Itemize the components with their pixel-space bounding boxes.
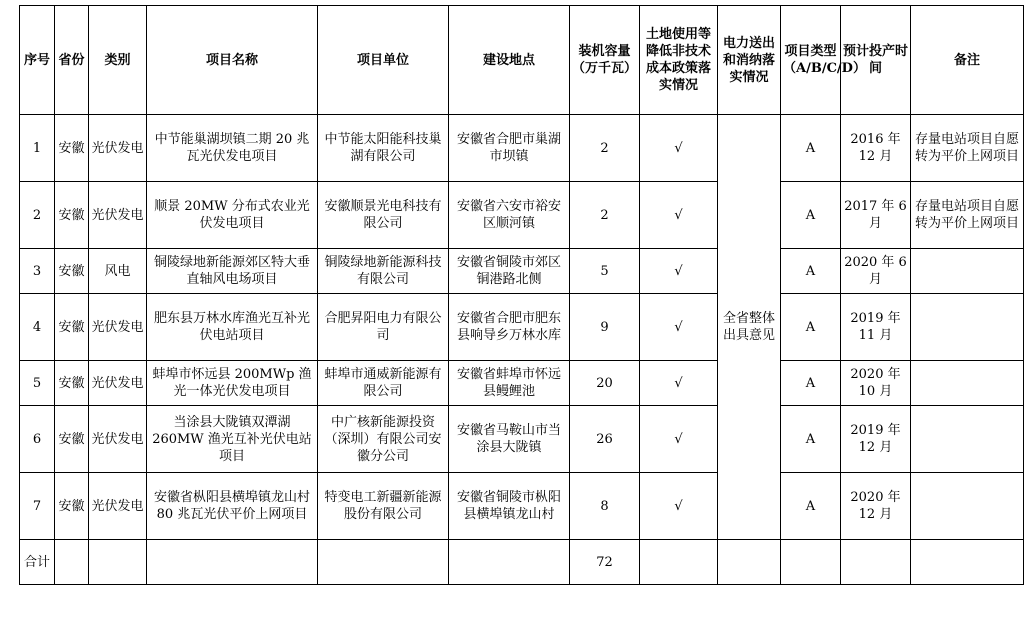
header-capacity: 装机容量（万千瓦） (570, 6, 640, 115)
cell-remark (911, 406, 1024, 473)
cell-capacity: 26 (570, 406, 640, 473)
table-row (20, 361, 1024, 406)
cell-category: 光伏发电 (89, 361, 147, 406)
header-name: 项目名称 (147, 6, 318, 115)
total-label: 合计 (20, 540, 55, 585)
cell-name: 顺景 20MW 分布式农业光伏发电项目 (147, 182, 318, 249)
table-row (20, 473, 1024, 540)
cell-location: 安徽省马鞍山市当涂县大陇镇 (449, 406, 570, 473)
cell-unit: 蚌埠市通威新能源有限公司 (318, 361, 449, 406)
cell-seq: 4 (20, 294, 55, 361)
header-time: 预计投产时间 (841, 6, 911, 115)
cell-name: 蚌埠市怀远县 200MWp 渔光一体光伏发电项目 (147, 361, 318, 406)
cell-province: 安徽 (55, 294, 89, 361)
project-table (19, 5, 1024, 585)
cell-remark (911, 249, 1024, 294)
cell-time: 2019 年 12 月 (841, 406, 911, 473)
table-row (20, 182, 1024, 249)
cell-unit: 铜陵绿地新能源科技有限公司 (318, 249, 449, 294)
cell-category: 光伏发电 (89, 406, 147, 473)
cell-time: 2017 年 6 月 (841, 182, 911, 249)
cell-remark (911, 294, 1024, 361)
total-empty-cell (640, 540, 718, 585)
cell-location: 安徽省六安市裕安区顺河镇 (449, 182, 570, 249)
header-seq: 序号 (20, 6, 55, 115)
cell-land: √ (640, 406, 718, 473)
table-row (20, 115, 1024, 182)
cell-name: 肥东县万林水库渔光互补光伏电站项目 (147, 294, 318, 361)
cell-time: 2020 年 6 月 (841, 249, 911, 294)
cell-land: √ (640, 361, 718, 406)
header-row (20, 6, 1024, 115)
cell-category: 风电 (89, 249, 147, 294)
cell-seq: 7 (20, 473, 55, 540)
cell-type: A (781, 249, 841, 294)
cell-seq: 2 (20, 182, 55, 249)
cell-category: 光伏发电 (89, 294, 147, 361)
cell-capacity: 8 (570, 473, 640, 540)
cell-time: 2020 年 12 月 (841, 473, 911, 540)
cell-category: 光伏发电 (89, 115, 147, 182)
cell-remark: 存量电站项目自愿转为平价上网项目 (911, 182, 1024, 249)
cell-time: 2019 年 11 月 (841, 294, 911, 361)
table-row (20, 406, 1024, 473)
cell-type: A (781, 406, 841, 473)
total-empty-cell (841, 540, 911, 585)
table-row (20, 249, 1024, 294)
cell-location: 安徽省铜陵市枞阳县横埠镇龙山村 (449, 473, 570, 540)
header-category: 类别 (89, 6, 147, 115)
cell-capacity: 5 (570, 249, 640, 294)
cell-province: 安徽 (55, 473, 89, 540)
cell-land: √ (640, 182, 718, 249)
cell-unit: 特变电工新疆新能源股份有限公司 (318, 473, 449, 540)
total-empty-cell (55, 540, 89, 585)
cell-type: A (781, 115, 841, 182)
cell-capacity: 20 (570, 361, 640, 406)
cell-name: 安徽省枞阳县横埠镇龙山村 80 兆瓦光伏平价上网项目 (147, 473, 318, 540)
cell-location: 安徽省合肥市巢湖市坝镇 (449, 115, 570, 182)
cell-province: 安徽 (55, 182, 89, 249)
cell-time: 2020 年 10 月 (841, 361, 911, 406)
total-empty-cell (89, 540, 147, 585)
cell-land: √ (640, 294, 718, 361)
total-empty-cell (147, 540, 318, 585)
cell-unit: 合肥昇阳电力有限公司 (318, 294, 449, 361)
total-empty-cell (718, 540, 781, 585)
cell-land: √ (640, 473, 718, 540)
cell-remark (911, 361, 1024, 406)
cell-seq: 5 (20, 361, 55, 406)
cell-province: 安徽 (55, 406, 89, 473)
cell-type: A (781, 182, 841, 249)
cell-land: √ (640, 249, 718, 294)
total-empty-cell (318, 540, 449, 585)
table-row (20, 294, 1024, 361)
cell-land: √ (640, 115, 718, 182)
header-land: 土地使用等降低非技术成本政策落实情况 (640, 6, 718, 115)
cell-type: A (781, 361, 841, 406)
cell-type: A (781, 294, 841, 361)
cell-capacity: 9 (570, 294, 640, 361)
cell-name: 中节能巢湖坝镇二期 20 兆瓦光伏发电项目 (147, 115, 318, 182)
header-remark: 备注 (911, 6, 1024, 115)
total-empty-cell (449, 540, 570, 585)
total-row (20, 540, 1024, 585)
cell-location: 安徽省合肥市肥东县响导乡万林水库 (449, 294, 570, 361)
cell-name: 当涂县大陇镇双潭湖 260MW 渔光互补光伏电站项目 (147, 406, 318, 473)
cell-province: 安徽 (55, 249, 89, 294)
cell-power-merged: 全省整体出具意见 (718, 115, 781, 540)
total-empty-cell (781, 540, 841, 585)
cell-seq: 6 (20, 406, 55, 473)
cell-location: 安徽省铜陵市郊区铜港路北侧 (449, 249, 570, 294)
header-province: 省份 (55, 6, 89, 115)
cell-unit: 中节能太阳能科技巢湖有限公司 (318, 115, 449, 182)
header-type: 项目类型（A/B/C/D） (781, 6, 841, 115)
cell-time: 2016 年 12 月 (841, 115, 911, 182)
cell-seq: 1 (20, 115, 55, 182)
cell-unit: 安徽顺景光电科技有限公司 (318, 182, 449, 249)
cell-capacity: 2 (570, 115, 640, 182)
total-empty-cell (911, 540, 1024, 585)
total-capacity: 72 (570, 540, 640, 585)
cell-remark: 存量电站项目自愿转为平价上网项目 (911, 115, 1024, 182)
cell-name: 铜陵绿地新能源郊区特大垂直轴风电场项目 (147, 249, 318, 294)
header-location: 建设地点 (449, 6, 570, 115)
cell-unit: 中广核新能源投资（深圳）有限公司安徽分公司 (318, 406, 449, 473)
cell-type: A (781, 473, 841, 540)
cell-province: 安徽 (55, 115, 89, 182)
cell-remark (911, 473, 1024, 540)
header-power: 电力送出和消纳落实情况 (718, 6, 781, 115)
cell-category: 光伏发电 (89, 182, 147, 249)
cell-location: 安徽省蚌埠市怀远县鳗鲤池 (449, 361, 570, 406)
cell-capacity: 2 (570, 182, 640, 249)
cell-category: 光伏发电 (89, 473, 147, 540)
cell-seq: 3 (20, 249, 55, 294)
header-unit: 项目单位 (318, 6, 449, 115)
cell-province: 安徽 (55, 361, 89, 406)
